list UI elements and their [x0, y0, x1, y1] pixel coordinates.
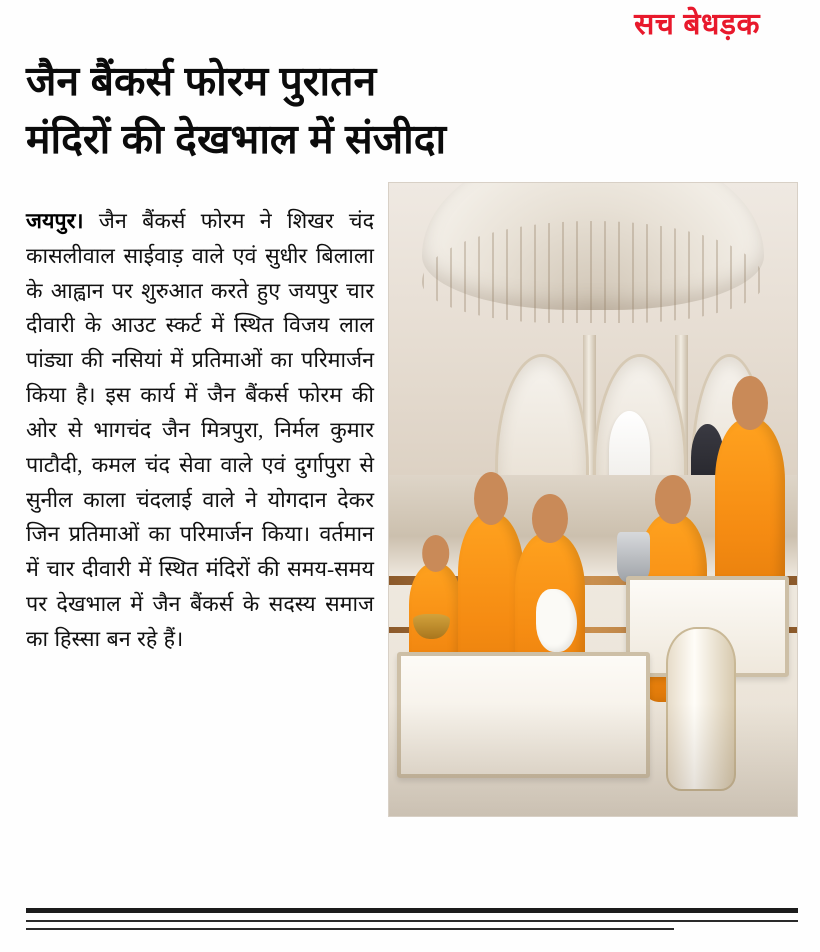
divider-thick: [26, 908, 798, 913]
divider-thin-2: [26, 928, 674, 930]
page-title: [0, 52, 820, 168]
article-text-column: [26, 182, 374, 817]
dateline: जयपुर।: [26, 208, 84, 233]
divider-thin-1: [26, 920, 798, 922]
photo-foreground-shadow: [389, 703, 797, 817]
photo-monk-1-head: [422, 535, 450, 571]
footer-divider-group: [26, 908, 798, 936]
article-content: [0, 168, 820, 817]
headline-line-1: जैन बैंकर्स फोरम पुरातन: [26, 58, 377, 104]
masthead-kicker-row: [0, 0, 820, 56]
headline-line-2: मंदिरों की देखभाल में संजीदा: [26, 116, 447, 163]
article-body-text: जैन बैंकर्स फोरम ने शिखर चंद कासलीवाल साईवाड़ वाले एवं सुधीर बिलाला के आह्वान पर शुरुआत करते हुए जयपुर चार दीवारी के आउट स्कर्ट में स्थित विजय लाल पांड्या की नसियां में प्रतिमाओं का परिमार्जन किया है। इस कार्य में जैन बैंकर्स फोरम की ओर से भागचंद जैन मित्रपुरा, निर्मल कुमार पाटौदी, कमल चंद सेवा वाले एवं दुर्गापुरा से सुनील काला चंदलाई वाले ने योगदान देकर जिन प्रतिमाओं का परिमार्जन किया। वर्तमान में चार दीवारी में स्थित मंदिरों की समय-समय पर देखभाल में जैन बैंकर्स के सदस्य समाज का हिस्सा बन रहे हैं।: [26, 208, 374, 651]
article-photo-column: [388, 182, 798, 817]
photo-monk-2-head: [474, 472, 508, 525]
article-photo: [388, 182, 798, 817]
photo-monk-5-head: [732, 376, 768, 430]
article-paragraph: [26, 204, 374, 657]
publication-kicker: सच बेधड़क: [634, 8, 760, 41]
photo-monk-4-head: [655, 475, 691, 524]
photo-monk-3-head: [532, 494, 568, 543]
photo-steel-vessel: [617, 532, 650, 583]
